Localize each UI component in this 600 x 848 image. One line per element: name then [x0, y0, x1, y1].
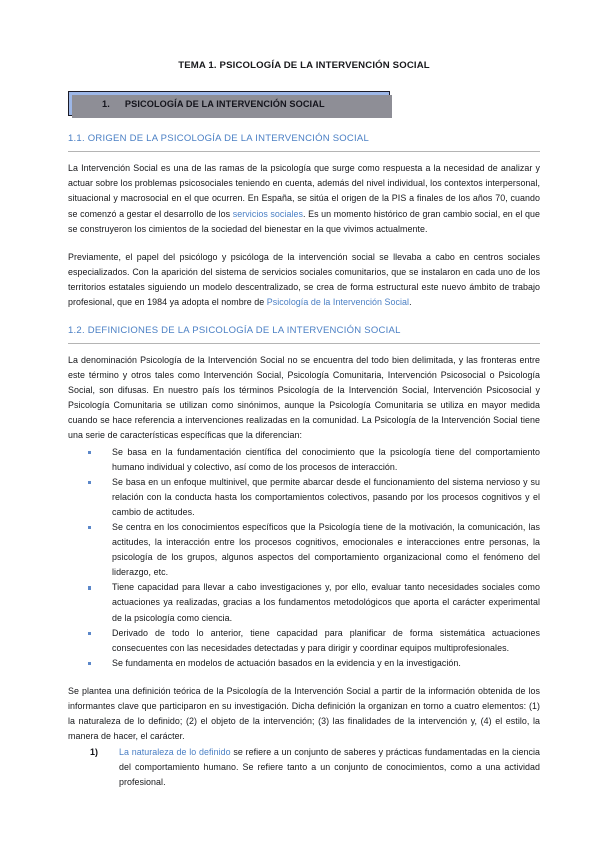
bullet-square-icon: [88, 451, 91, 454]
paragraph-origen-1: [68, 161, 540, 236]
list-item: [68, 520, 540, 580]
bullet-square-icon: [88, 586, 91, 589]
list-item-text: se refiere a un conjunto de saberes y prácticas fundamentadas en la ciencia del comportamiento humano. Se refiere tanto a un conjunto de conocimientos, como a una actividad profesional.: [119, 747, 540, 788]
section-heading-1-2-text: 1.2. DEFINICIONES DE LA PSICOLOGÍA DE LA INTERVENCIÓN SOCIAL: [68, 325, 401, 337]
link-servicios-sociales[interactable]: servicios sociales: [232, 208, 303, 219]
list-item: [68, 445, 540, 475]
chapter-banner-box: [68, 91, 390, 116]
chapter-banner: [68, 91, 390, 116]
list-item: [68, 475, 540, 520]
list-item: [68, 745, 540, 790]
page-title: TEMA 1. PSICOLOGÍA DE LA INTERVENCIÓN SOCIAL: [178, 60, 430, 71]
list-item-text: Se basa en la fundamentación científica del conocimiento que la psicología tiene del comportamiento humano individual y colectivo, así como de los procesos de interacción.: [112, 446, 540, 472]
paragraph-origen-1-part-b: . Es un momento histórico de gran cambio social, en el que se construyeron los cimientos de la sociedad del bienestar en la que vivimos actualmente.: [68, 208, 540, 234]
characteristics-list: [68, 445, 540, 671]
list-item: [68, 626, 540, 656]
list-item-marker: 1): [90, 747, 99, 758]
paragraph-definiciones-2: Se plantea una definición teórica de la Psicología de la Intervención Social a partir de la información obtenida de los informantes clave que participaron en su investigación. Dicha definición la organizan en torno a cuatro elementos: (1) la naturaleza de lo definido; (2) el objeto de la intervención; (3) las finalidades de la intervención y, (4) el estilo, la manera de hacer, el carácter.: [68, 685, 540, 742]
paragraph-origen-2-part-b: .: [409, 297, 412, 308]
section-heading-1-2: [68, 325, 540, 344]
chapter-number: 1.: [102, 98, 110, 109]
list-item: [68, 656, 540, 671]
list-item-text: Se basa en un enfoque multinivel, que permite abarcar desde el funcionamiento del sistema nervioso y su relación con la conducta hasta los comportamientos colectivos, pasando por los procesos cognitivos y el cambio de actitudes.: [112, 476, 540, 517]
list-item-text: Se fundamenta en modelos de actuación basados en la evidencia y en la investigación.: [112, 657, 461, 668]
list-item: [68, 580, 540, 625]
paragraph-origen-2: [68, 250, 540, 310]
bullet-square-icon: [88, 526, 91, 529]
section-heading-1-1: [68, 133, 540, 152]
definition-elements-list: [68, 745, 540, 790]
heading-rule: [68, 151, 540, 152]
paragraph-origen-2-part-a: Previamente, el papel del psicólogo y psicóloga de la intervención social se llevaba a cabo en centros sociales especializados. Con la aparición del sistema de servicios sociales comunitarios, que se instalaron en cada uno de los territorios estatales siguiendo un modelo descentralizado, se crea de forma estructural este nuevo ámbito de trabajo profesional, que en 1984 ya adopta el nombre de: [68, 251, 540, 308]
chapter-label: PSICOLOGÍA DE LA INTERVENCIÓN SOCIAL: [124, 98, 325, 109]
list-item-text: Tiene capacidad para llevar a cabo investigaciones y, por ello, evaluar tanto necesidades sociales como actuaciones ya realizadas, gracias a los fundamentos metodológicos que aporta el carácter experimental de la psicología como ciencia.: [112, 582, 540, 623]
bullet-square-icon: [88, 632, 91, 635]
paragraph-definiciones-1: La denominación Psicología de la Intervención Social no se encuentra del todo bien delimitada, y las fronteras entre este término y otros tales como Intervención Social, Psicología Comunitaria, Intervención Psicosocial o Psicología Social, son difusas. En nuestro país los términos Psicología de la Intervención Social, Intervención Psicosocial y Psicología Comunitaria se utilizan como sinónimos, aunque la Psicología Comunitaria se utiliza en mayor medida cuando se hace referencia a intervenciones realizadas en la comunidad. La Psicología de la Intervención Social tiene una serie de características específicas que la diferencian:: [68, 354, 540, 441]
bullet-square-icon: [88, 481, 91, 484]
list-item-text: Derivado de todo lo anterior, tiene capacidad para planificar de forma sistemática actuaciones consecuentes con las necesidades detectadas y para dirigir y coordinar equipos multiprofesionales.: [112, 627, 540, 653]
link-naturaleza-de-lo-definido[interactable]: La naturaleza de lo definido: [119, 747, 231, 758]
paragraph-origen-1-part-a: La Intervención Social es una de las ramas de la psicología que surge como respuesta a la necesidad de analizar y actuar sobre los problemas psicosociales teniendo en cuenta, además del nivel individual, los contextos interpersonal, situacional y macrosocial en el que ocurren. En España, se sitúa el origen de la PIS a finales de los años 70, cuando se comenzó a gestar el desarrollo de los: [68, 163, 540, 219]
link-psicologia-intervencion-social[interactable]: Psicología de la Intervención Social: [266, 297, 410, 308]
bullet-square-icon: [88, 662, 91, 665]
section-heading-1-1-text: 1.1. ORIGEN DE LA PSICOLOGÍA DE LA INTERVENCIÓN SOCIAL: [68, 133, 370, 145]
heading-rule: [68, 343, 540, 344]
list-item-text: Se centra en los conocimientos específicos que la Psicología tiene de la motivación, la comunicación, las actitudes, la interacción entre los procesos cognitivos, emocionales e interacciones entre personas, la psicología de los grupos, algunos aspectos del comportamiento organizacional como el fenómeno del liderazgo, etc.: [112, 521, 540, 578]
